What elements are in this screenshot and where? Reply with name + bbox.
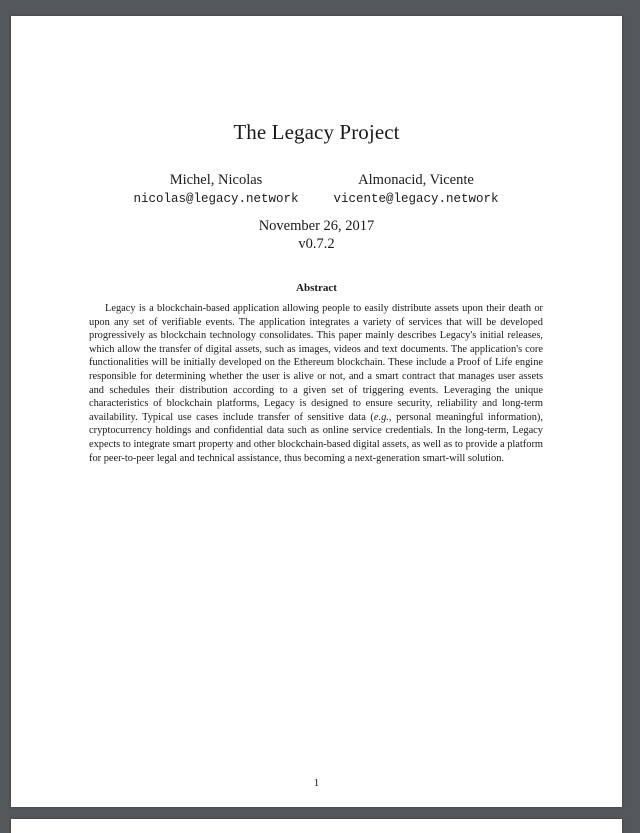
author-email: nicolas@legacy.network [133, 192, 299, 206]
publication-date: November 26, 2017 [258, 218, 375, 234]
author-email: vicente@legacy.network [333, 192, 499, 206]
author-block [306, 171, 526, 209]
author-name: Michel, Nicolas [169, 172, 263, 188]
author-block [106, 171, 326, 209]
author-name: Almonacid, Vicente [358, 172, 474, 188]
document-version: v0.7.2 [298, 236, 335, 252]
abstract-text-part1: Legacy is a blockchain-based application allowing people to easily distribute assets upon their death or upon any set of verifiable events. The application integrates a variety of services that will be developed progressively as blockchain technology consolidates. This paper mainly describes Legacy's initial releases, which allow the transfer of digital assets, such as images, videos and text documents. The application's core functionalities will be initially developed on the Ethereum blockchain. These include a Proof of Life engine responsible for determining whether the user is alive or not, and a smart contract that manages user assets and schedules their distribution according to a given set of triggering events. Leveraging the unique characteristics of blockchain platforms, Legacy is designed to ensure security, reliability and long-term availability. Typical use cases include transfer of sensitive data ( [89, 303, 543, 423]
paper-title: The Legacy Project [233, 120, 400, 144]
abstract-body [89, 302, 543, 465]
document-page [11, 16, 622, 807]
next-page [11, 819, 622, 833]
abstract-text-part2: , personal meaningful information), cryptocurrency holdings and confidential data such as online service credentials. In the long-term, Legacy expects to integrate smart property and other blockchain-based digital assets, as well as to provide a platform for peer-to-peer legal and technical assistance, thus becoming a next-generation smart-will solution. [89, 411, 543, 464]
abstract-text-eg: e.g. [373, 411, 389, 423]
page-number: 1 [313, 777, 320, 789]
abstract-heading: Abstract [296, 282, 337, 294]
